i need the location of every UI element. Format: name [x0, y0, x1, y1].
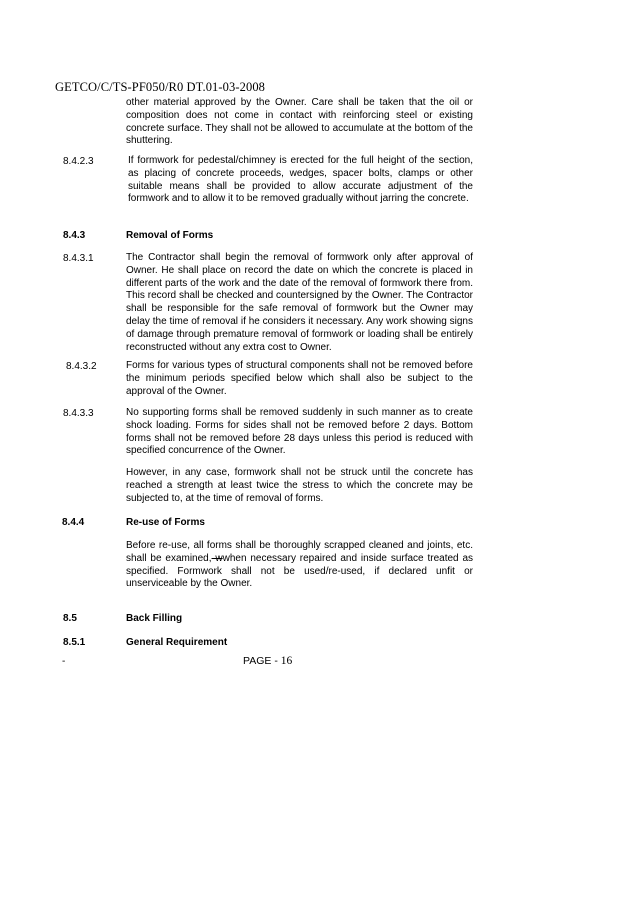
clause-text-8-4-4-part-b: when necessary repaired and inside surface treated as specified. Formwork shall not be used/re-used, if declared unfit or unserviceable by the Owner. — [126, 552, 474, 590]
section-number-8-5-1: 8.5.1 — [63, 637, 86, 648]
page-number: 16 — [280, 655, 293, 667]
section-number-8-5: 8.5 — [63, 613, 77, 624]
paragraph-continuation: other material approved by the Owner. Care shall be taken that the oil or composition does not come in contact with reinforcing steel or existing concrete surface. They shall not be allowed to accumulate at the bottom of the shuttering. — [126, 97, 473, 147]
section-heading-back-filling: Back Filling — [126, 613, 183, 624]
section-heading-re-use-of-forms: Re-use of Forms — [126, 517, 205, 528]
clause-number-8-4-3-2: 8.4.3.2 — [66, 361, 97, 372]
footer-dash: - — [62, 656, 66, 667]
section-heading-general-requirement: General Requirement — [126, 637, 228, 648]
clause-number-8-4-3-3: 8.4.3.3 — [63, 408, 94, 419]
page-number-footer — [243, 655, 292, 667]
clause-text-8-4-3-2: Forms for various types of structural components shall not be removed before the minimum periods specified below which shall also be subject to the approval of the Owner. — [126, 360, 473, 397]
section-heading-removal-of-forms: Removal of Forms — [126, 230, 214, 241]
clause-number-8-4-2-3: 8.4.2.3 — [63, 156, 94, 167]
document-reference-header: GETCO/C/TS-PF050/R0 DT.01-03-2008 — [55, 80, 266, 94]
clause-text-8-4-3-3: No supporting forms shall be removed suddenly in such manner as to create shock loading. Forms for sides shall not be removed before 2 days. Bottom forms shall not be removed before 28 days unless this period is reduced with specified concurrence of the Owner. — [126, 407, 473, 457]
clause-text-8-4-3-1: The Contractor shall begin the removal of formwork only after approval of Owner. He shall place on record the date on which the concrete is placed in different parts of the work and the date of the removal of formwork there from. This record shall be checked and countersigned by the Owner. The Contractor shall be responsible for the safe removal of formwork but the Owner may delay the time of removal if he considers it necessary. Any work showing signs of damage through premature removal of formwork or loading shall be entirely reconstructed without any extra cost to Owner. — [126, 252, 473, 353]
section-number-8-4-4: 8.4.4 — [62, 517, 85, 528]
clause-text-8-4-3-3-however: However, in any case, formwork shall not be struck until the concrete has reached a strength at least twice the stress to which the concrete may be subjected to, at the time of removal of forms. — [126, 467, 473, 504]
clause-number-8-4-3-1: 8.4.3.1 — [63, 253, 94, 264]
clause-text-8-4-4-part-a: Before re-use, all forms shall be thoroughly scrapped cleaned and joints, etc. shall be examined, — [126, 540, 473, 564]
page-label: PAGE - — [243, 655, 281, 667]
clause-text-8-4-4 — [126, 540, 473, 591]
clause-text-8-4-4-strikethrough: w — [211, 552, 223, 564]
clause-text-8-4-2-3: If formwork for pedestal/chimney is erected for the full height of the section, as placing of concrete proceeds, wedges, spacer bolts, clamps or other suitable means shall be provided to allow accurate adjustment of the formwork and to allow it to be removed gradually without jarring the concrete. — [128, 155, 473, 205]
section-number-8-4-3: 8.4.3 — [63, 230, 86, 241]
